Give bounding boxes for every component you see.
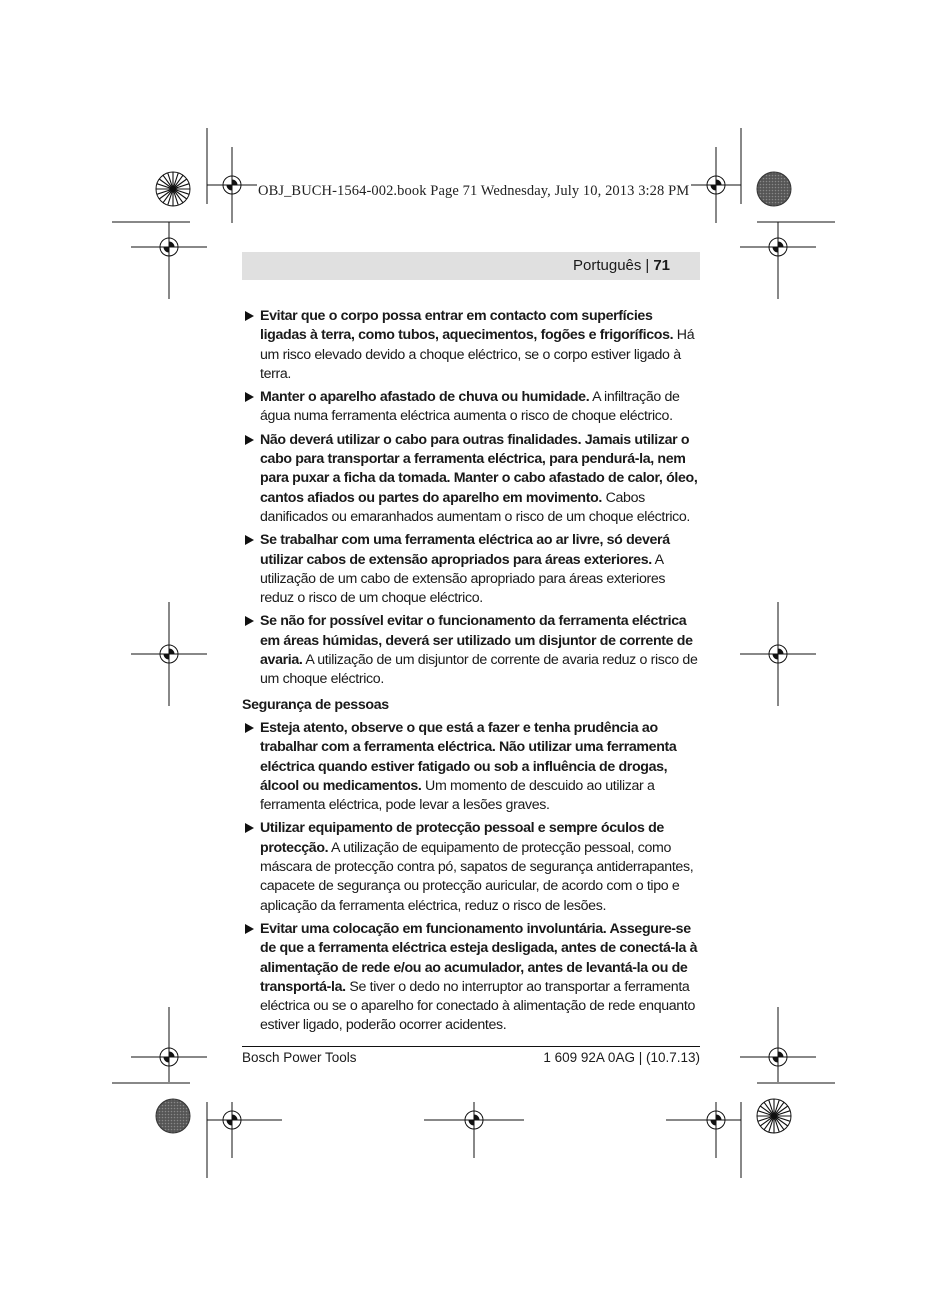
item-text: Um momento de descuido ao utilizar a ferramenta eléctrica, pode levar a lesões graves. [260,777,655,814]
bullet-triangle-icon [245,311,254,321]
item-bold-text: Esteja atento, observe o que está a fazer e tenha prudência ao trabalhar com a ferramenta eléctrica. Não utilizar uma ferramenta eléctrica quando estiver fatigado ou sob a influência de drogas, álcool ou medicamentos. [260,719,677,794]
registration-target-icon [207,1102,282,1158]
item-bold-text: Evitar que o corpo possa entrar em contacto com superfícies ligadas à terra, como tubos, aquecimentos, fogões e frigoríficos. [260,308,674,344]
registration-target-icon [131,602,207,706]
gray-target-icon [757,172,791,206]
gray-target-icon [156,1099,190,1133]
registration-target-icon [424,1102,524,1158]
registration-target-icon [740,222,816,299]
registration-target-icon [691,147,741,223]
item-text: A infiltração de água numa ferramenta eléctrica aumenta o risco de choque eléctrico. [260,389,680,425]
registration-target-icon [207,147,257,223]
item-bold-text: Evitar uma colocação em funcionamento involuntária. Assegure-se de que a ferramenta eléctrica esteja desligada, antes de conectá-la à alimentação de rede e/ou ao acumulador, antes de levantá-la ou de transportá-la. [260,920,698,995]
list-item [242,388,700,427]
registration-target-icon [666,1102,741,1158]
item-text: A utilização de um disjuntor de corrente de avaria reduz o risco de um choque eléctrico. [260,652,698,688]
item-text: A utilização de equipamento de protecção pessoal, como máscara de protecção contra pó, sapatos de segurança antiderrapantes, capacete de segurança ou protecção auricular, de acordo com o tipo e aplicação da ferramenta eléctrica, reduz o risco de lesões. [260,839,694,914]
registration-target-icon [740,1007,816,1082]
item-bold-text: Se trabalhar com uma ferramenta eléctrica ao ar livre, só deverá utilizar cabos de extensão apropriados para áreas exteriores. [260,532,670,568]
item-text: A utilização de um cabo de extensão apropriado para áreas exteriores reduz o risco de um choque eléctrico. [260,551,666,607]
star-target-icon [156,172,190,206]
page-header [242,252,700,280]
header-text [573,257,670,274]
bullet-triangle-icon [245,435,254,445]
list-item [242,719,700,815]
list-item [242,920,700,1036]
bullet-triangle-icon [245,823,254,833]
bullet-triangle-icon [245,535,254,545]
bullet-triangle-icon [245,616,254,626]
star-target-icon [757,1099,791,1133]
header-language: Português [573,257,642,274]
list-item [242,531,700,608]
list-item [242,819,700,915]
registration-target-icon [131,222,207,299]
item-bold-text: Utilizar equipamento de protecção pessoal e sempre óculos de protecção. [260,820,664,856]
section-heading: Segurança de pessoas [242,696,389,713]
bullet-triangle-icon [245,392,254,402]
footer-company: Bosch Power Tools [242,1050,357,1065]
registration-target-icon [740,602,816,706]
main-content [242,307,700,1040]
list-item [242,431,700,527]
list-item [242,307,700,384]
item-bold-text: Se não for possível evitar o funcionamento da ferramenta eléctrica em áreas húmidas, deverá ser utilizado um disjuntor de corrente de avaria. [260,613,693,669]
item-bold-text: Não deverá utilizar o cabo para outras finalidades. Jamais utilizar o cabo para transportar a ferramenta eléctrica, para pendurá-la, nem para puxar a ficha da tomada. Manter o cabo afastado de calor, óleo, cantos afiados ou partes do aparelho em movimento. [260,431,698,506]
registration-target-icon [131,1007,207,1082]
page-number: 71 [653,257,670,274]
item-text: Há um risco elevado devido a choque eléctrico, se o corpo estiver ligado à terra. [260,327,695,382]
item-bold-text: Manter o aparelho afastado de chuva ou humidade. [260,389,590,406]
bullet-triangle-icon [245,924,254,934]
page-footer [242,1046,700,1065]
item-text: Se tiver o dedo no interruptor ao transportar a ferramenta eléctrica ou se o aparelho for conectado à alimentação de rede enquanto estiver ligado, poderão ocorrer acidentes. [260,978,695,1034]
header-separator: | [645,257,650,274]
footer-doc-number: 1 609 92A 0AG | (10.7.13) [543,1050,700,1065]
print-slug: OBJ_BUCH-1564-002.book Page 71 Wednesday, July 10, 2013 3:28 PM [258,183,690,199]
item-text: Cabos danificados ou emaranhados aumentam o risco de um choque eléctrico. [260,489,691,525]
bullet-triangle-icon [245,723,254,733]
list-item [242,612,700,689]
